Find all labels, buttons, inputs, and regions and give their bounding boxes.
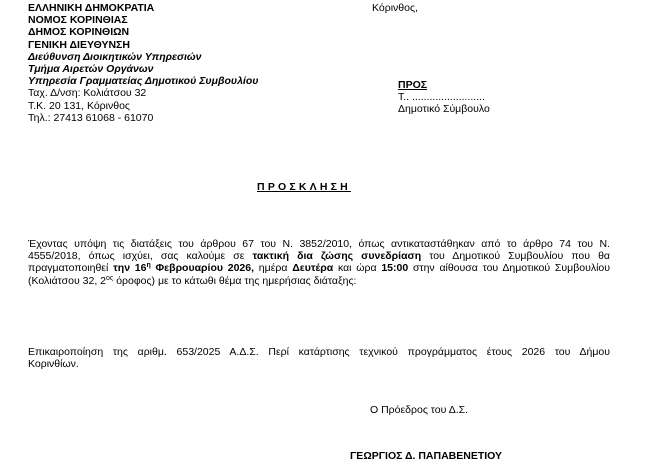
agenda-line <box>28 358 610 370</box>
sender-header <box>28 2 348 124</box>
recipient-block <box>398 79 490 116</box>
paragraph-text: πραγματοποιηθεί <box>28 262 114 275</box>
header-line-department: Τμήμα Αιρετών Οργάνων <box>28 63 154 76</box>
header-line-service: Υπηρεσία Γραμματείας Δημοτικού Συμβουλίου <box>28 75 259 88</box>
meeting-date <box>113 262 254 274</box>
signature-title: Ο Πρόεδρος του Δ.Σ. <box>370 404 469 416</box>
recipient-role: Δημοτικό Σύμβουλο <box>398 103 490 116</box>
document-title: ΠΡΟΣΚΛΗΣΗ <box>257 181 351 193</box>
agenda-text: Κορινθίων. <box>28 358 79 371</box>
paragraph-line <box>28 238 610 250</box>
paragraph-line <box>28 250 610 262</box>
paragraph-text: όροφος) με το κάτωθι θέμα της ημερήσιας διάταξης: <box>113 274 357 287</box>
paragraph-line <box>28 275 610 287</box>
ordinal-suffix: ος <box>106 274 114 282</box>
header-line-country: ΕΛΛΗΝΙΚΗ ΔΗΜΟΚΡΑΤΙΑ <box>28 2 155 14</box>
header-line-prefecture: ΝΟΜΟΣ ΚΟΡΙΝΘΙΑΣ <box>28 14 128 27</box>
invitation-paragraph <box>28 238 610 287</box>
agenda-line <box>28 346 610 358</box>
recipient-to: Τ.. ......................... <box>398 91 485 104</box>
paragraph-text: στην αίθουσα του Δημοτικού Συμβουλίου <box>408 262 610 275</box>
header-phone: Τηλ.: 27413 61068 - 61070 <box>28 111 154 124</box>
paragraph-text: (Κολιάτσου 32, 2 <box>28 274 106 287</box>
paragraph-text: του Δημοτικού Συμβουλίου που θα <box>421 250 610 263</box>
meeting-weekday: Δευτέρα <box>292 262 334 275</box>
paragraph-text: Έχοντας υπόψη τις διατάξεις του άρθρου 67 του Ν. 3852/2010, όπως αντικαταστάθηκαν από το άρθρο 74 του Ν. <box>28 238 610 250</box>
recipient-label: ΠΡΟΣ <box>398 79 428 91</box>
meeting-date-day: την 16 <box>113 262 147 275</box>
city-date: Κόρινθος, <box>372 2 418 14</box>
paragraph-line <box>28 262 610 274</box>
meeting-time: 15:00 <box>381 262 409 275</box>
header-line-division: Διεύθυνση Διοικητικών Υπηρεσιών <box>28 50 202 63</box>
signature-name: ΓΕΩΡΓΙΟΣ Δ. ΠΑΠΑΒΕΝΕΤΙΟΥ <box>350 450 503 462</box>
paragraph-text: 4555/2018, όπως ισχύει, σας καλούμε σε <box>28 250 253 263</box>
paragraph-text: και ώρα <box>333 262 382 275</box>
agenda-item <box>28 346 610 370</box>
header-line-directorate: ΓΕΝΙΚΗ ΔΙΕΥΘΥΝΣΗ <box>28 38 130 51</box>
agenda-text: Επικαιροποίηση της αριθμ. 653/2025 Α.Δ.Σ. Περί κατάρτισης τεχνικού προγράμματος έτους 2026 του Δήμου <box>28 346 610 358</box>
meeting-type: τακτική δια ζώσης συνεδρίαση <box>252 250 422 263</box>
ordinal-suffix: η <box>146 262 151 270</box>
meeting-date-month: Φεβρουαρίου 2026, <box>150 262 255 275</box>
header-line-municipality: ΔΗΜΟΣ ΚΟΡΙΝΘΙΩΝ <box>28 26 130 39</box>
header-postal-code: Τ.Κ. 20 131, Κόρινθος <box>28 99 130 112</box>
header-address: Ταχ. Δ/νση: Κολιάτσου 32 <box>28 87 147 100</box>
paragraph-text: ημέρα <box>254 262 293 275</box>
